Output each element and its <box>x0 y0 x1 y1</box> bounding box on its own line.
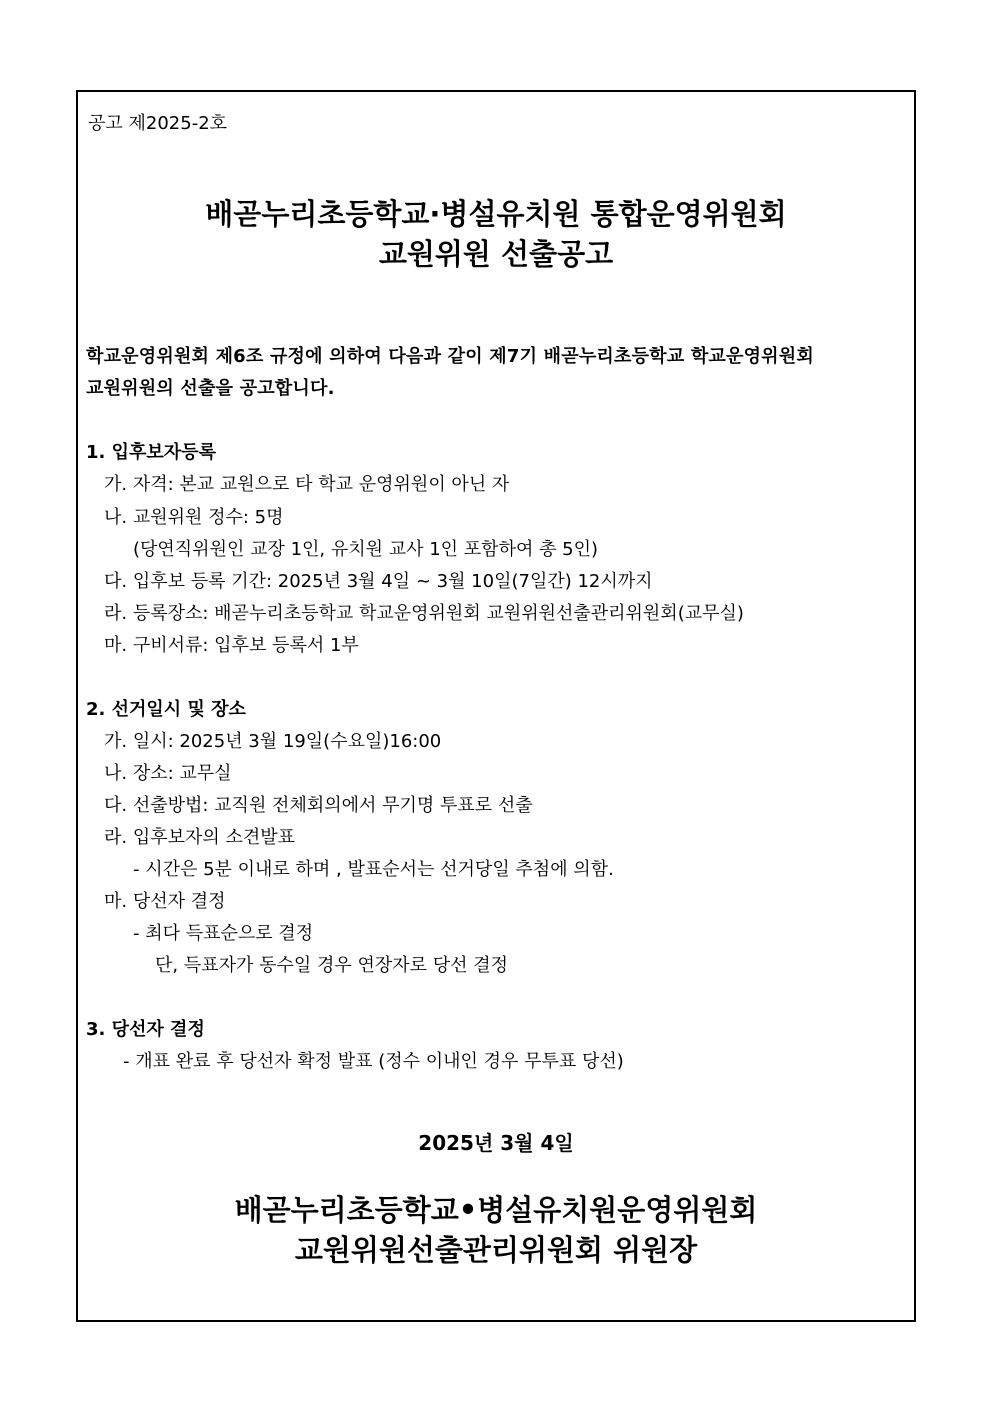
notice-number: 공고 제2025-2호 <box>88 113 228 134</box>
section2-heading: 2. 선거일시 및 장소 <box>86 699 246 720</box>
section2-item: 다. 선출방법: 교직원 전체회의에서 무기명 투표로 선출 <box>104 795 533 816</box>
section1-item: 마. 구비서류: 입후보 등록서 1부 <box>104 635 359 656</box>
section2-item: - 시간은 5분 이내로 하며 , 발표순서는 선거당일 추첨에 의함. <box>133 859 614 880</box>
signature-line2: 교원위원선출관리위원회 위원장 <box>294 1233 698 1267</box>
section2-item: 단, 득표자가 동수일 경우 연장자로 당선 결정 <box>155 955 509 976</box>
intro-line2: 교원위원의 선출을 공고합니다. <box>86 378 335 399</box>
section2-item: 마. 당선자 결정 <box>104 891 226 912</box>
intro-line1: 학교운영위원회 제6조 규정에 의하여 다음과 같이 제7기 배곧누리초등학교 학교운영위원회 <box>86 346 814 367</box>
section1-item: 다. 입후보 등록 기간: 2025년 3월 4일 ~ 3월 10일(7일간) 12시까지 <box>104 571 653 592</box>
section1-heading: 1. 입후보자등록 <box>86 442 216 463</box>
section2-item: 가. 일시: 2025년 3월 19일(수요일)16:00 <box>104 731 442 752</box>
document-title-line2: 교원위원 선출공고 <box>378 237 614 271</box>
document-title-line1: 배곧누리초등학교·병설유치원 통합운영위원회 <box>205 197 787 231</box>
section1-item: 가. 자격: 본교 교원으로 타 학교 운영위원이 아닌 자 <box>104 474 510 495</box>
section2-item: 나. 장소: 교무실 <box>104 763 232 784</box>
section3-heading: 3. 당선자 결정 <box>86 1019 205 1040</box>
section1-item: (당연직위원인 교장 1인, 유치원 교사 1인 포함하여 총 5인) <box>133 539 599 560</box>
section2-item: - 최다 득표순으로 결정 <box>133 923 314 944</box>
announcement-date: 2025년 3월 4일 <box>418 1131 574 1155</box>
section1-item: 라. 등록장소: 배곧누리초등학교 학교운영위원회 교원위원선출관리위원회(교무실) <box>104 603 744 624</box>
section1-item: 나. 교원위원 정수: 5명 <box>104 507 284 528</box>
signature-line1: 배곧누리초등학교•병설유치원운영위원회 <box>234 1193 758 1227</box>
section3-item: - 개표 완료 후 당선자 확정 발표 (정수 이내인 경우 무투표 당선) <box>123 1051 624 1072</box>
section2-item: 라. 입후보자의 소견발표 <box>104 827 296 848</box>
